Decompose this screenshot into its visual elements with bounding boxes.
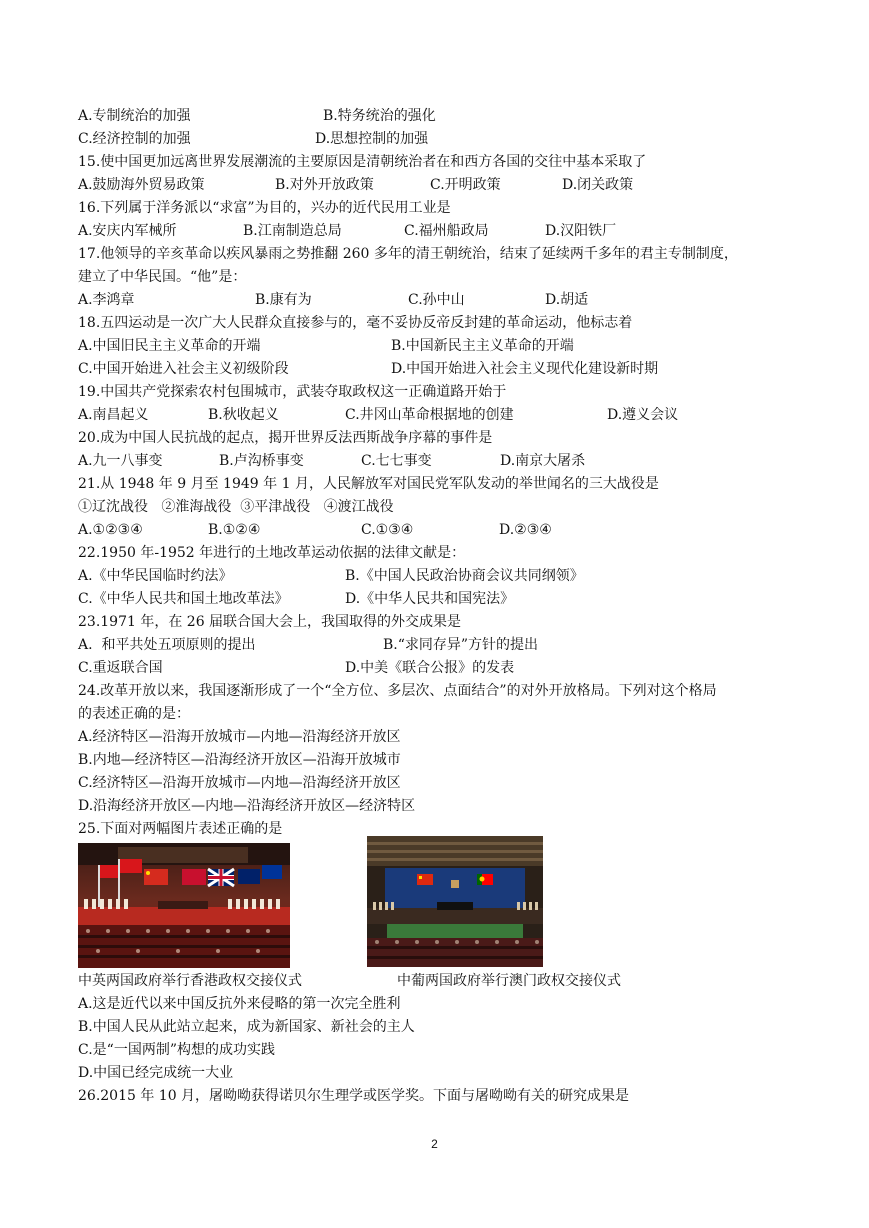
q16-option-c: C.福州船政局 xyxy=(404,223,489,239)
q16-option-d: D.汉阳铁厂 xyxy=(545,223,617,239)
q26-stem: 26.2015 年 10 月，屠呦呦获得诺贝尔生理学或医学奖。下面与屠呦呦有关的研究成果是 xyxy=(78,1088,630,1104)
macau-handover-photo xyxy=(367,836,543,967)
q21-option-d: D.②③④ xyxy=(499,522,552,538)
q18-option-b: B.中国新民主主义革命的开端 xyxy=(391,338,574,354)
q22-stem: 22.1950 年-1952 年进行的土地改革运动依据的法律文献是： xyxy=(78,545,466,561)
q17-stem-line1: 17.他领导的辛亥革命以疾风暴雨之势推翻 260 多年的清王朝统治，结束了延续两千多年的君主专制制度， xyxy=(78,246,738,262)
q21-option-b: B.①②④ xyxy=(208,522,261,538)
q17-option-a: A.李鸿章 xyxy=(78,292,135,308)
q17-option-c: C.孙中山 xyxy=(408,292,465,308)
q21-items: ①辽沈战役 ②淮海战役 ③平津战役 ④渡江战役 xyxy=(78,499,394,515)
q24-option-a: A.经济特区—沿海开放城市—内地—沿海经济开放区 xyxy=(78,729,401,745)
q20-option-d: D.南京大屠杀 xyxy=(500,453,586,469)
q24-option-c: C.经济特区—沿海开放城市—内地—沿海经济开放区 xyxy=(78,775,401,791)
q14-option-d: D.思想控制的加强 xyxy=(315,131,429,147)
q16-stem: 16.下列属于洋务派以“求富”为目的，兴办的近代民用工业是 xyxy=(78,200,451,216)
q19-stem: 19.中国共产党探索农村包围城市，武装夺取政权这一正确道路开始于 xyxy=(78,384,507,400)
q24-option-d: D.沿海经济开放区—内地—沿海经济开放区—经济特区 xyxy=(78,798,416,814)
q17-stem-line2: 建立了中华民国。“他”是： xyxy=(78,269,247,285)
q14-option-a: A.专制统治的加强 xyxy=(78,108,191,124)
q22-option-c: C.《中华人民共和国土地改革法》 xyxy=(78,591,289,607)
q19-option-b: B.秋收起义 xyxy=(208,407,279,423)
q18-option-d: D.中国开始进入社会主义现代化建设新时期 xyxy=(391,361,659,377)
q25-option-d: D.中国已经完成统一大业 xyxy=(78,1065,234,1081)
hong-kong-photo-caption: 中英两国政府举行香港政权交接仪式 xyxy=(78,973,302,989)
q20-option-c: C.七七事变 xyxy=(361,453,432,469)
q24-stem-line1: 24.改革开放以来，我国逐渐形成了一个“全方位、多层次、点面结合”的对外开放格局。下列对这个格局 xyxy=(78,683,717,699)
q18-option-c: C.中国开始进入社会主义初级阶段 xyxy=(78,361,289,377)
q20-option-a: A.九一八事变 xyxy=(78,453,163,469)
q15-option-a: A.鼓励海外贸易政策 xyxy=(78,177,205,193)
q17-option-b: B.康有为 xyxy=(255,292,312,308)
q22-option-d: D.《中华人民共和国宪法》 xyxy=(345,591,515,607)
q15-stem: 15.使中国更加远离世界发展潮流的主要原因是清朝统治者在和西方各国的交往中基本采取了 xyxy=(78,154,647,170)
hong-kong-handover-photo xyxy=(78,843,290,968)
q22-option-b: B.《中国人民政治协商会议共同纲领》 xyxy=(345,568,584,584)
q15-option-b: B.对外开放政策 xyxy=(275,177,374,193)
q14-option-b: B.特务统治的强化 xyxy=(323,108,436,124)
q25-stem: 25.下面对两幅图片表述正确的是 xyxy=(78,821,283,837)
q25-option-a: A.这是近代以来中国反抗外来侵略的第一次完全胜利 xyxy=(78,996,401,1012)
q19-option-d: D.遵义会议 xyxy=(607,407,679,423)
q25-option-c: C.是“一国两制”构想的成功实践 xyxy=(78,1042,275,1058)
macau-photo-caption: 中葡两国政府举行澳门政权交接仪式 xyxy=(397,973,621,989)
q18-stem: 18.五四运动是一次广大人民群众直接参与的，毫不妥协反帝反封建的革命运动，他标志着 xyxy=(78,315,633,331)
q20-option-b: B.卢沟桥事变 xyxy=(219,453,304,469)
q22-option-a: A.《中华民国临时约法》 xyxy=(78,568,233,584)
q20-stem: 20.成为中国人民抗战的起点，揭开世界反法西斯战争序幕的事件是 xyxy=(78,430,493,446)
q23-option-a: A. 和平共处五项原则的提出 xyxy=(78,637,256,653)
q21-option-a: A.①②③④ xyxy=(78,522,143,538)
q15-option-c: C.开明政策 xyxy=(430,177,501,193)
q23-option-b: B.“求同存异”方针的提出 xyxy=(383,637,539,653)
q23-option-d: D.中美《联合公报》的发表 xyxy=(345,660,515,676)
q21-option-c: C.①③④ xyxy=(361,522,414,538)
q16-option-a: A.安庆内军械所 xyxy=(78,223,177,239)
q19-option-a: A.南昌起义 xyxy=(78,407,149,423)
q17-option-d: D.胡适 xyxy=(545,292,589,308)
q24-option-b: B.内地—经济特区—沿海经济开放区—沿海开放城市 xyxy=(78,752,401,768)
q18-option-a: A.中国旧民主主义革命的开端 xyxy=(78,338,261,354)
q16-option-b: B.江南制造总局 xyxy=(243,223,342,239)
q24-stem-line2: 的表述正确的是： xyxy=(78,706,190,722)
q23-stem: 23.1971 年，在 26 届联合国大会上，我国取得的外交成果是 xyxy=(78,614,462,630)
q15-option-d: D.闭关政策 xyxy=(562,177,634,193)
q14-option-c: C.经济控制的加强 xyxy=(78,131,191,147)
page-number: 2 xyxy=(431,1137,438,1151)
q23-option-c: C.重返联合国 xyxy=(78,660,163,676)
q25-option-b: B.中国人民从此站立起来，成为新国家、新社会的主人 xyxy=(78,1019,415,1035)
q21-stem: 21.从 1948 年 9 月至 1949 年 1 月，人民解放军对国民党军队发动的举世闻名的三大战役是 xyxy=(78,476,659,492)
q19-option-c: C.井冈山革命根据地的创建 xyxy=(345,407,514,423)
